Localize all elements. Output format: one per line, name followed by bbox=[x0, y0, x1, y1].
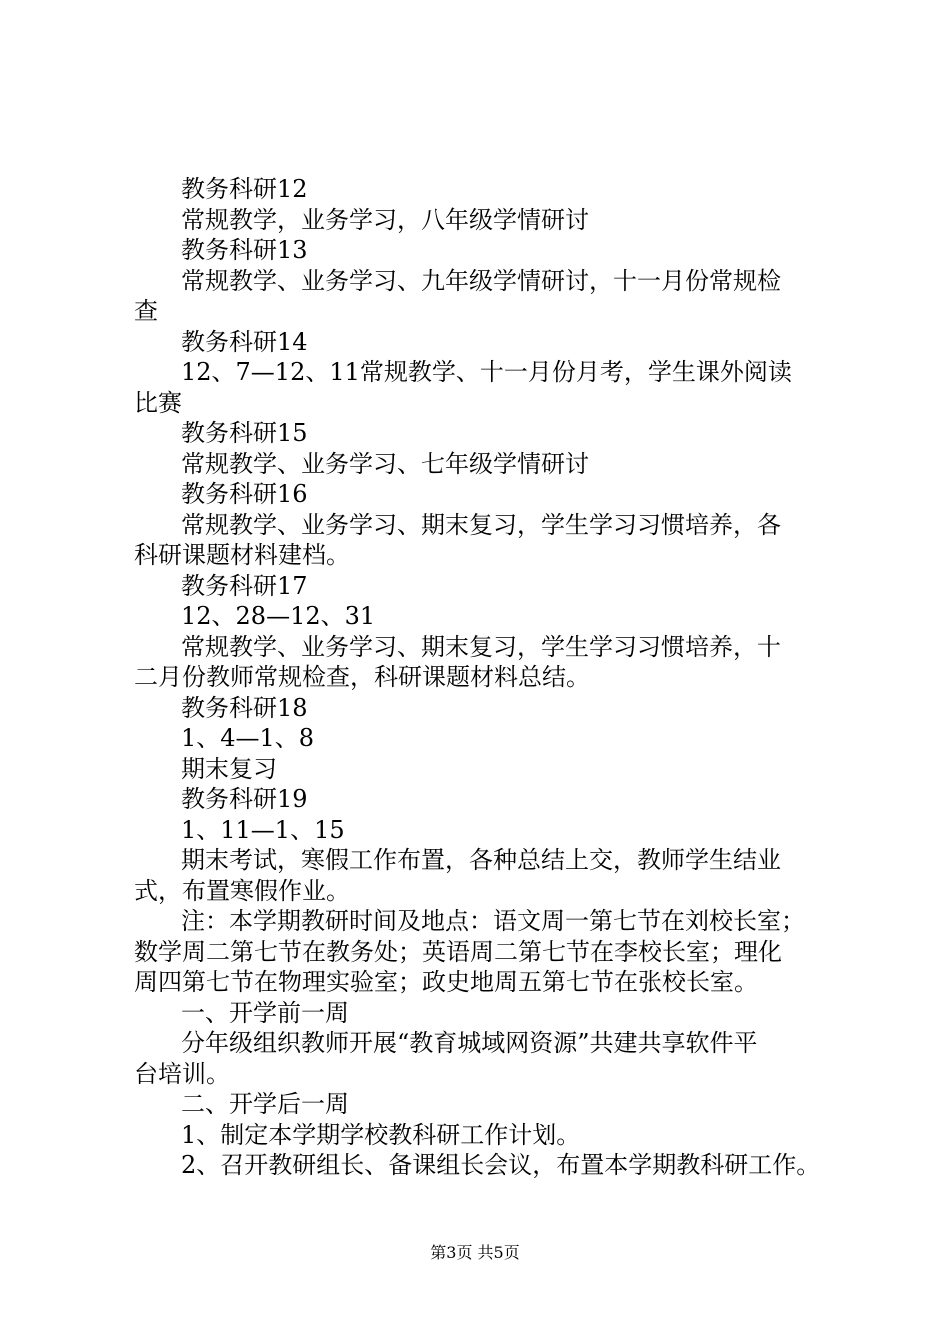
text-line: 常规教学、业务学习、期末复习，学生学习习惯培养，各 bbox=[181, 510, 781, 539]
text-line: 12、28—12、31 bbox=[181, 602, 376, 630]
text-line: 式，布置寒假作业。 bbox=[134, 876, 350, 905]
text-line: 1、制定本学期学校教科研工作计划。 bbox=[181, 1120, 581, 1149]
text-line: 教务科研16 bbox=[181, 480, 308, 508]
text-line: 常规教学，业务学习，八年级学情研讨 bbox=[181, 205, 589, 234]
text-line: 教务科研14 bbox=[181, 327, 308, 356]
text-line: 期末考试，寒假工作布置，各种总结上交，教师学生结业 bbox=[181, 846, 781, 874]
text-line: 12、7—12、11常规教学、十一月份月考，学生课外阅读 bbox=[181, 358, 792, 386]
text-line: 教务科研15 bbox=[181, 419, 308, 447]
text-line: 教务科研17 bbox=[181, 571, 308, 600]
text-line: 教务科研18 bbox=[181, 693, 308, 722]
text-line: 二、开学后一周 bbox=[181, 1090, 349, 1118]
text-line: 教务科研12 bbox=[181, 175, 308, 203]
document-body bbox=[134, 174, 834, 1181]
text-line: 分年级组织教师开展“教育城域网资源”共建共享软件平 bbox=[181, 1029, 758, 1057]
text-line: 常规教学、业务学习、期末复习，学生学习习惯培养，十 bbox=[181, 632, 781, 661]
text-line: 台培训。 bbox=[134, 1059, 230, 1088]
text-line: 2、召开教研组长、备课组长会议，布置本学期教科研工作。 bbox=[181, 1151, 821, 1179]
text-line: 常规教学、业务学习、七年级学情研讨 bbox=[181, 449, 589, 478]
text-line: 1、4—1、8 bbox=[181, 724, 315, 752]
text-line: 科研课题材料建档。 bbox=[134, 541, 350, 569]
text-line: 数学周二第七节在教务处；英语周二第七节在李校长室；理化 bbox=[134, 937, 782, 966]
text-line: 1、11—1、15 bbox=[181, 815, 345, 844]
text-line: 注：本学期教研时间及地点：语文周一第七节在刘校长室； bbox=[181, 907, 805, 935]
text-line: 常规教学、业务学习、九年级学情研讨，十一月份常规检 bbox=[181, 266, 781, 295]
text-line: 查 bbox=[134, 297, 158, 325]
text-line: 二月份教师常规检查，科研课题材料总结。 bbox=[134, 663, 590, 691]
text-line: 一、开学前一周 bbox=[181, 998, 349, 1027]
text-line: 周四第七节在物理实验室；政史地周五第七节在张校长室。 bbox=[134, 968, 758, 996]
page-footer: 第3页 共5页 bbox=[430, 1243, 520, 1262]
text-line: 教务科研19 bbox=[181, 785, 308, 813]
text-line: 比赛 bbox=[134, 388, 182, 417]
text-line: 教务科研13 bbox=[181, 236, 308, 264]
text-line: 期末复习 bbox=[181, 754, 277, 783]
